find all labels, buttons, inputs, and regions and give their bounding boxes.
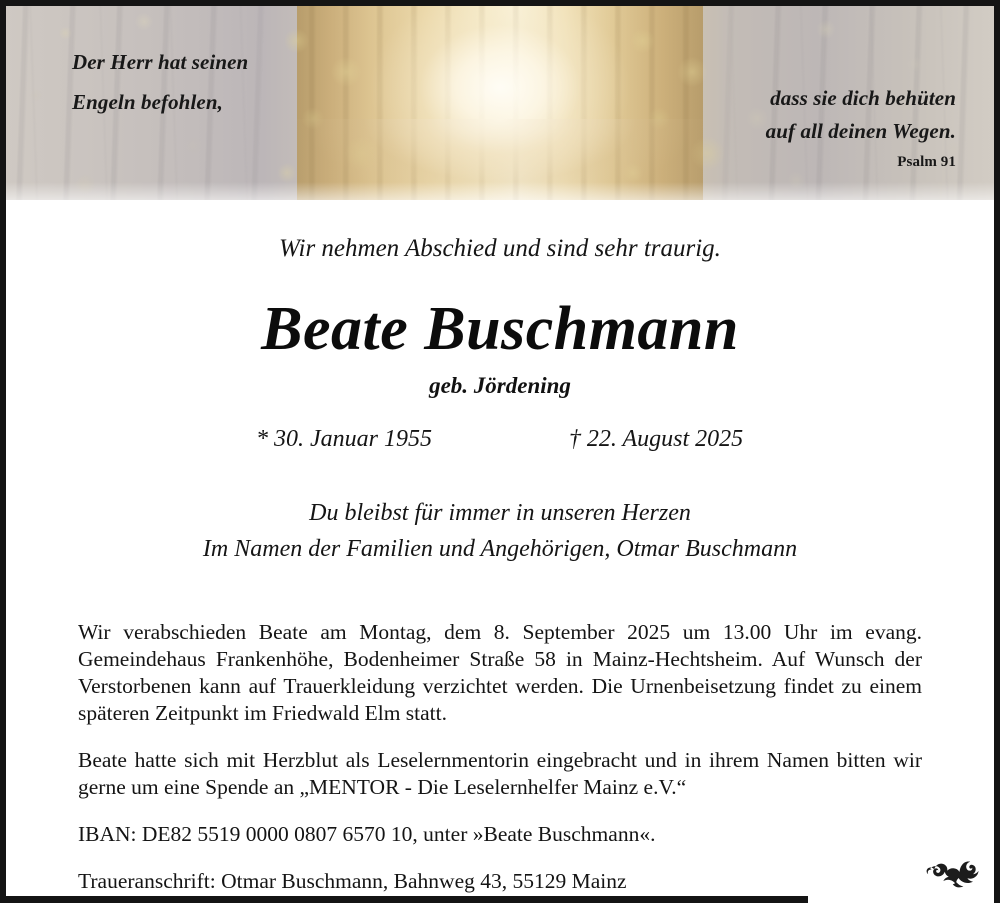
iban-line: IBAN: DE82 5519 0000 0807 6570 10, unter »Beate Buschmann«. [78,822,656,846]
memorial-line: Du bleibst für immer in unseren Herzen [309,500,691,526]
donation-paragraph: Beate hatte sich mit Herzblut als Leselernmentorin eingebracht und in ihrem Namen bitten wir gerne um eine Spende an „MENTOR - Die Leselernhelfer Mainz e.V.“ [78,748,922,799]
verse-right-line-2: auf all deinen Wegen. [765,119,956,143]
verse-right [526,82,956,171]
date-of-death: † 22. August 2025 [568,426,744,452]
verse-left-line-2: Engeln befohlen, [72,90,223,114]
life-dates [6,425,994,453]
date-of-birth: * 30. Januar 1955 [256,426,432,452]
verse-right-line-1: dass sie dich behüten [770,86,956,110]
verse-left [72,42,402,122]
border-bottom [0,896,808,903]
notice-body [6,200,994,896]
header-image-bottom-fade [6,182,994,200]
verse-left-line-1: Der Herr hat seinen [72,50,249,74]
family-line: Im Namen der Familien und Angehörigen, Otmar Buschmann [202,536,798,562]
deceased-name: Beate Buschmann [261,295,739,363]
maiden-name: geb. Jördening [429,373,571,398]
flourish-ornament-icon [926,859,988,893]
funeral-paragraph: Wir verabschieden Beate am Montag, dem 8. September 2025 um 13.00 Uhr im evang. Gemeindehaus Frankenhöhe, Bodenheimer Straße 58 in Mainz-Hechtsheim. Auf Wunsch der Verstorbenen kann auf Trauerkleidung verzichtet werden. Die Urnenbeisetzung findet zu einem späteren Zeitpunkt im Friedwald Elm statt. [78,620,922,725]
lead-line: Wir nehmen Abschied und sind sehr traurig. [279,235,721,262]
address-line: Traueranschrift: Otmar Buschmann, Bahnweg 43, 55129 Mainz [78,869,627,893]
details-block [78,619,922,895]
verse-source: Psalm 91 [897,154,956,170]
border-right [994,0,1000,903]
